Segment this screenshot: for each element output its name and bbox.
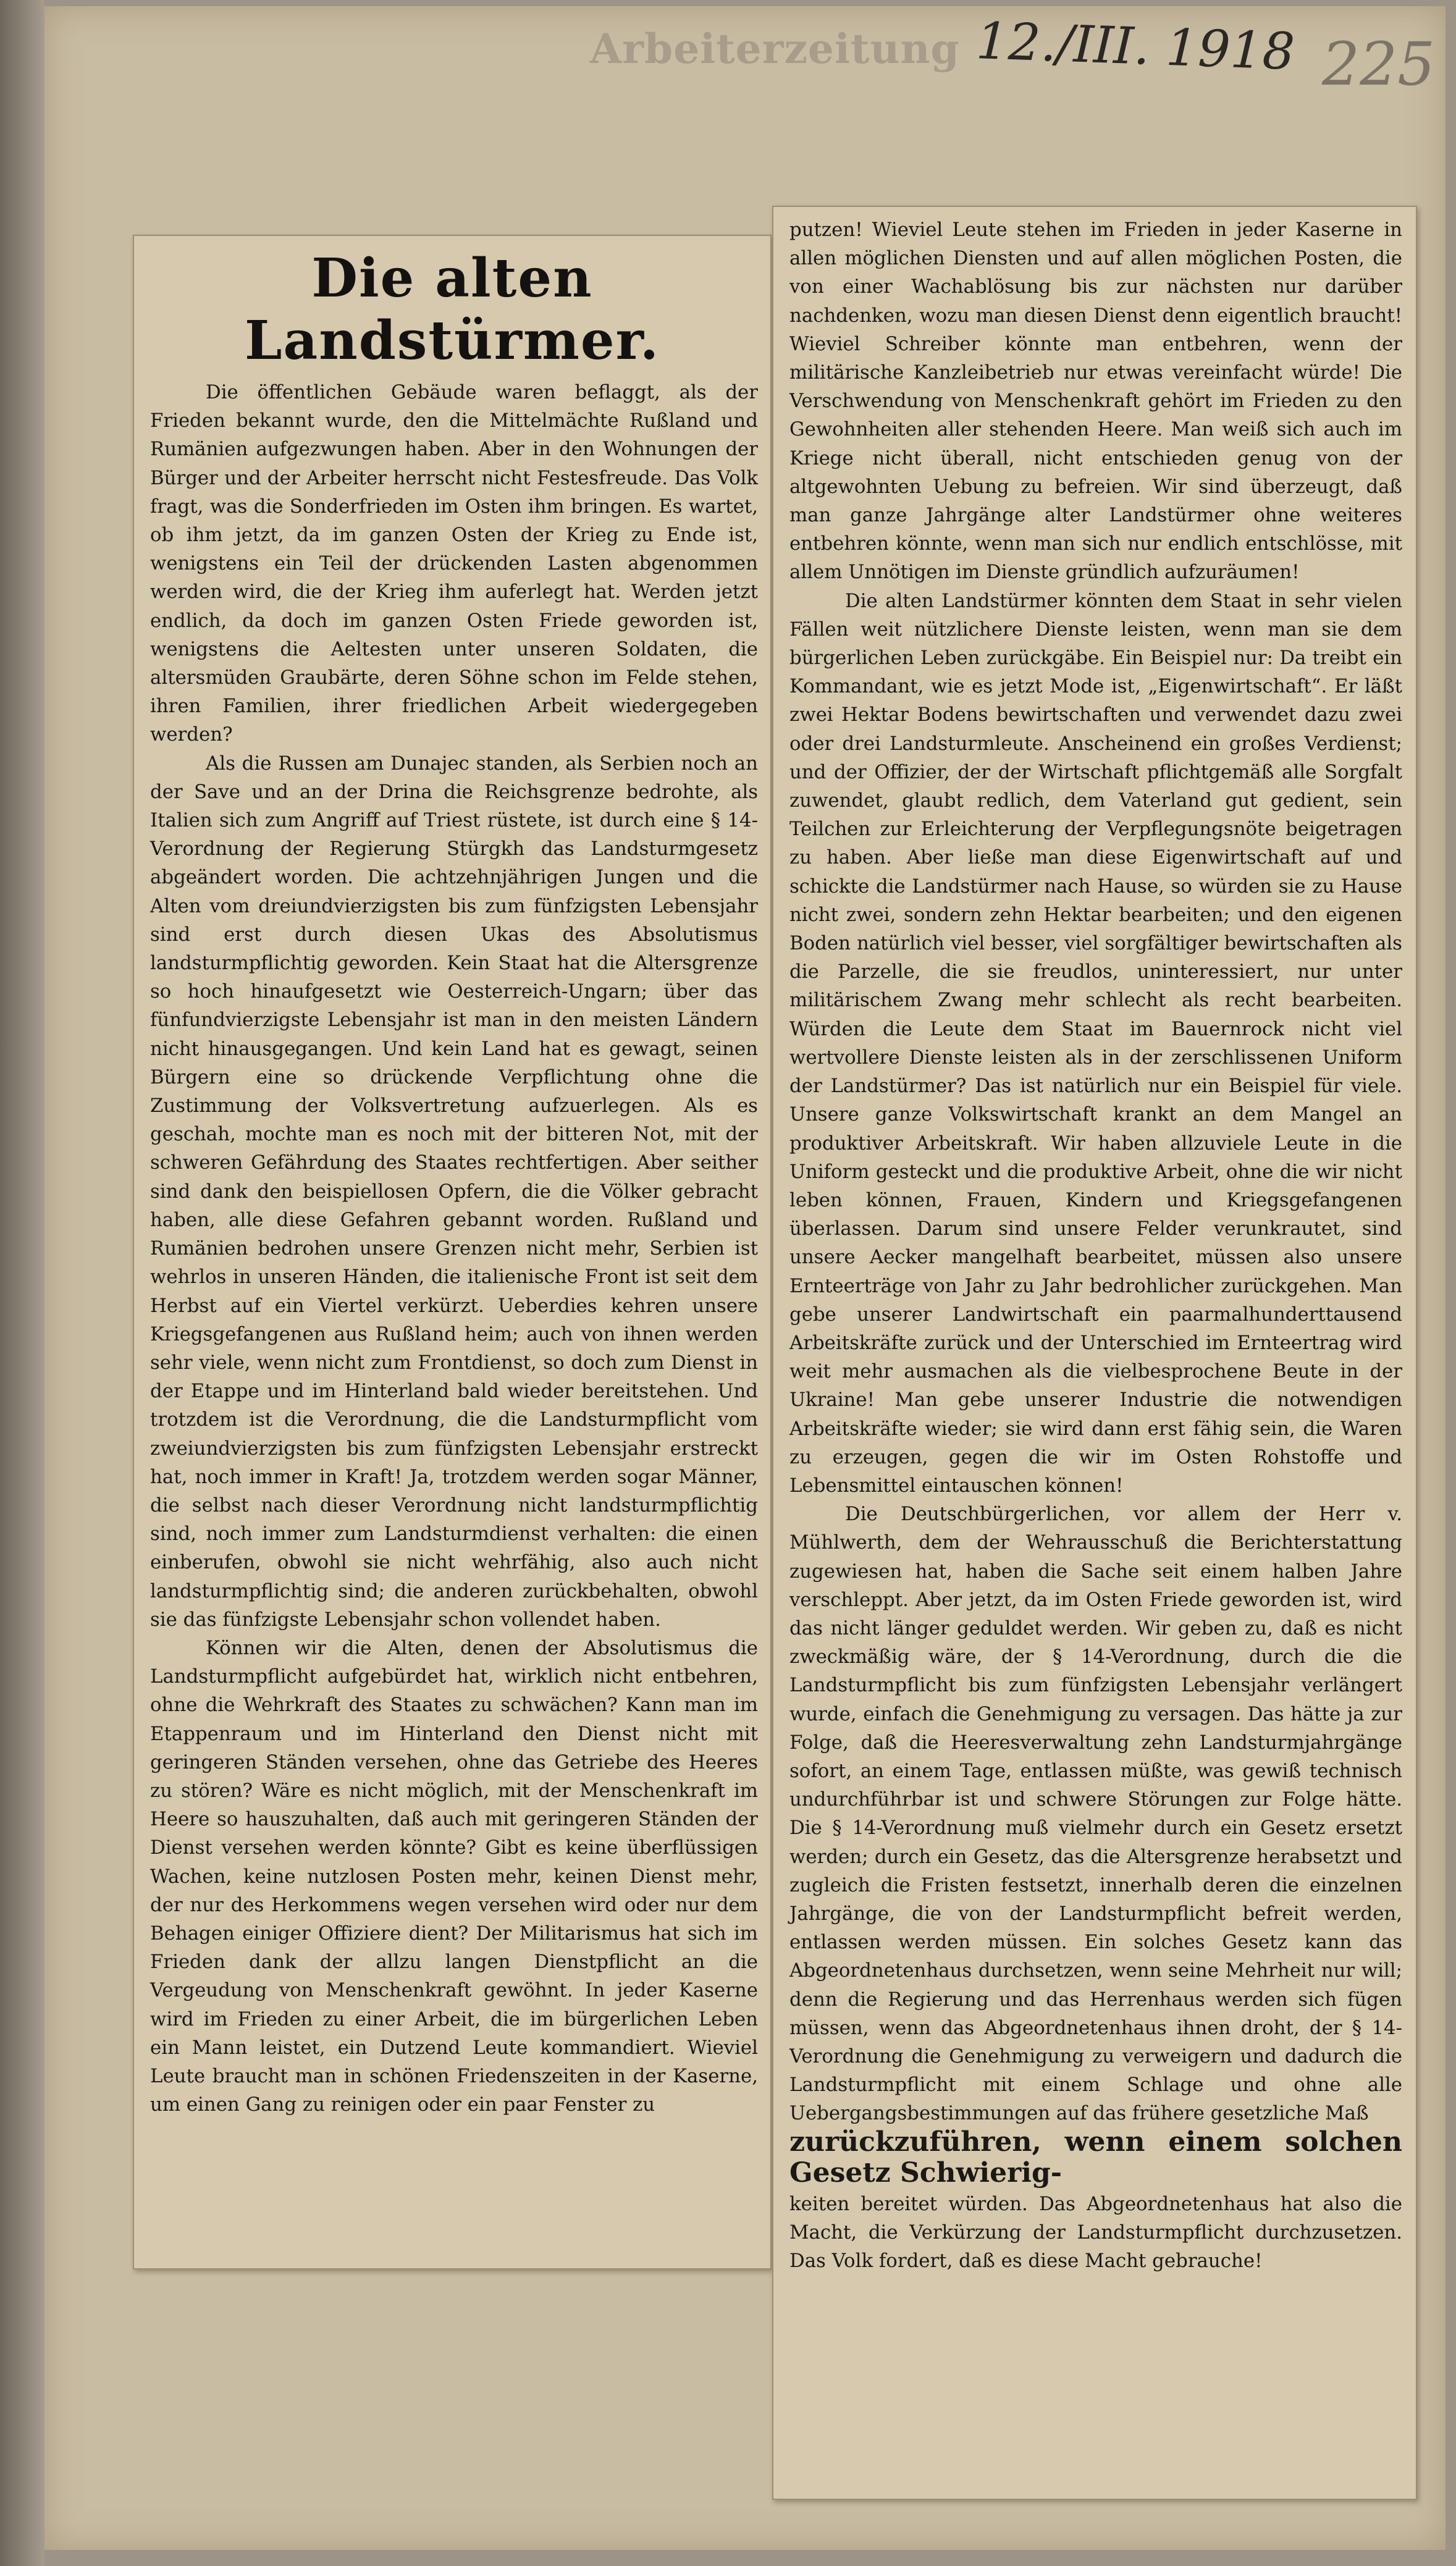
left-column-text <box>134 378 770 2119</box>
clipping-left-column <box>133 235 772 2269</box>
paragraph: Als die Russen am Dunajec standen, als Serbien noch an der Save und an der Drina die Reichsgrenze bedrohte, als Italien sich zum Angriff auf Triest rüstete, ist durch eine § 14-Verordnung der Regierung Stürgkh das Landsturmgesetz abgeändert worden. Die achtzehnjährigen Jungen und die Alten vom dreiundvierzigsten bis zum fünfzigsten Lebensjahr sind erst durch diesen Ukas des Absolutismus landsturmpflichtig geworden. Kein Staat hat die Altersgrenze so hoch hinaufgesetzt wie Oesterreich-Ungarn; über das fünfundvierzigste Lebensjahr ist man in den meisten Ländern nicht hinausgegangen. Und kein Land hat es gewagt, seinen Bürgern eine so drückende Verpflichtung ohne die Zustimmung der Volksvertretung aufzuerlegen. Als es geschah, mochte man es noch mit der bitteren Not, mit der schweren Gefährdung des Staates rechtfertigen. Aber seither sind dank den beispiellosen Opfern, die die Völker gebracht haben, alle diese Gefahren gebannt worden. Rußland und Rumänien bedrohen unsere Grenzen nicht mehr, Serbien ist wehrlos in unseren Händen, die italienische Front ist seit dem Herbst auf ein Viertel verkürzt. Ueberdies kehren unsere Kriegsgefangenen aus Rußland heim; auch von ihnen werden sehr viele, wenn nicht zum Frontdienst, so doch zum Dienst in der Etappe und im Hinterland bald wieder bereitstehen. Und trotzdem ist die Verordnung, die die Landsturmpflicht vom zweiundvierzigsten bis zum fünfzigsten Lebensjahr erstreckt hat, noch immer in Kraft! Ja, trotzdem werden sogar Männer, die selbst nach dieser Verordnung nicht landsturmpflichtig sind, noch immer zum Landsturmdienst verhalten: die einen einberufen, obwohl sie nicht wehrfähig, also auch nicht landsturmpflichtig sind; die anderen zurückbehalten, obwohl sie das fünfzigste Lebensjahr schon vollendet haben. <box>150 752 758 1631</box>
page-edge-shadow <box>0 0 44 2566</box>
paragraph: putzen! Wieviel Leute stehen im Frieden in jeder Kaserne in allen möglichen Diensten und auf allen möglichen Posten, die von einer Wachablösung bis zur nächsten nur darüber nachdenken, wozu man diesen Dienst denn eigentlich braucht! Wieviel Schreiber könnte man entbehren, wenn der militärische Kanzleibetrieb nur etwas vereinfacht würde! Die Verschwendung von Menschenkraft gehört im Frieden zu den Gewohnheiten aller stehenden Heere. Man weiß sich auch im Kriege nicht überall, nicht entschieden genug von der altgewohnten Uebung zu befreien. Wir sind überzeugt, daß man ganze Jahrgänge alter Landstürmer ohne weiteres entbehren könnte, wenn man sich nur endlich entschlösse, mit allem Unnötigen im Dienste gründlich aufzuräumen! <box>789 219 1402 584</box>
handwritten-date: 12./III. 1918 <box>975 12 1296 82</box>
paragraph: Die öffentlichen Gebäude waren beflaggt, als der Frieden bekannt wurde, den die Mittelmächte Rußland und Rumänien aufgezwungen haben. Aber in den Wohnungen der Bürger und der Arbeiter herrscht nicht Festesfreude. Das Volk fragt, was die Sonderfrieden im Osten ihm bringen. Es wartet, ob ihm jetzt, da im ganzen Osten der Krieg zu Ende ist, wenigstens ein Teil der drückenden Lasten abgenommen werden wird, die der Krieg ihm auferlegt hat. Werden jetzt endlich, da doch im ganzen Osten Friede geworden ist, wenigstens die Aeltesten unter unseren Soldaten, die altersmüden Graubärte, deren Söhne schon im Felde stehen, ihren Familien, ihrer friedlichen Arbeit wiedergegeben werden? <box>150 381 758 746</box>
paragraph: Die Deutschbürgerlichen, vor allem der Herr v. Mühlwerth, dem der Wehrausschuß die Berichterstattung zugewiesen hat, haben die Sache seit einem halben Jahre verschleppt. Aber jetzt, da im Osten Friede geworden ist, wird das nicht länger geduldet werden. Wir geben zu, daß es nicht zweckmäßig wäre, der § 14-Verordnung, durch die die Landsturmpflicht bis zum fünfzigsten Lebensjahr verlängert wurde, einfach die Genehmigung zu versagen. Das hätte ja zur Folge, daß die Heeresverwaltung zehn Landsturmjahrgänge sofort, an einem Tage, entlassen müßte, was gewiß technisch undurchführbar ist und schwere Störungen zur Folge hätte. Die § 14-Verordnung muß vielmehr durch ein Gesetz ersetzt werden; durch ein Gesetz, das die Altersgrenze herabsetzt und zugleich die Fristen festsetzt, innerhalb deren die einzelnen Jahrgänge, die von der Landsturmpflicht befreit werden, entlassen werden müssen. Ein solches Gesetz kann das Abgeordnetenhaus durchsetzen, wenn seine Mehrheit nur will; denn die Regierung und das Herrenhaus werden sich fügen müssen, wenn das Abgeordnetenhaus ihnen droht, der § 14-Verordnung die Genehmigung zu verweigern und dadurch die Landsturmpflicht mit einem Schlage und ohne alle Uebergangsbestimmungen auf das frühere gesetzliche Maß <box>789 1503 1402 2125</box>
paragraph: Die alten Landstürmer könnten dem Staat in sehr vielen Fällen weit nützlichere Dienste leisten, wenn man sie dem bürgerlichen Leben zurückgäbe. Ein Beispiel nur: Da treibt ein Kommandant, wie es jetzt Mode ist, „Eigenwirtschaft“. Er läßt zwei Hektar Bodens bewirtschaften und verwendet dazu zwei oder drei Landsturmleute. Anscheinend ein großes Verdienst; und der Offizier, der der Wirtschaft pflichtgemäß alle Sorgfalt zuwendet, glaubt redlich, dem Vaterland gut gedient, sein Teilchen zur Erleichterung der Verpflegungsnöte beigetragen zu haben. Aber ließe man diese Eigenwirtschaft auf und schickte die Landstürmer nach Hause, so würden sie zu Hause nicht zwei, sondern zehn Hektar bearbeiten; und den eigenen Boden natürlich viel besser, viel sorgfältiger bewirtschaften als die Parzelle, die sie freudlos, uninteressiert, nur unter militärischem Zwang mehr schlecht als recht bearbeiten. Würden die Leute dem Staat im Bauernrock nicht viel wertvollere Dienste leisten als in der zerschlissenen Uniform der Landstürmer? Das ist natürlich nur ein Beispiel für viele. Unsere ganze Volkswirtschaft krankt an dem Mangel an produktiver Arbeitskraft. Wir haben allzuviele Leute in die Uniform gesteckt und die produktive Arbeit, ohne die wir nicht leben können, Frauen, Kindern und Kriegsgefangenen überlassen. Darum sind unsere Felder verunkrautet, sind unsere Aecker mangelhaft bearbeitet, müssen also unsere Ernteerträge von Jahr zu Jahr bedrohlicher zurückgehen. Man gebe unserer Landwirtschaft ein paarmalhunderttausend Arbeitskräfte zurück und der Unterschied im Ernteertrag wird weit mehr ausmachen als die vielbesprochene Beute in der Ukraine! Man gebe unserer Industrie die notwendigen Arbeitskräfte wieder; sie wird dann erst fähig sein, die Waren zu erzeugen, gegen die wir im Osten Rohstoffe und Lebensmittel eintauschen können! <box>789 589 1402 1497</box>
article-title: Die alten Landstürmer. <box>245 247 660 372</box>
emphasized-line <box>789 2128 1402 2190</box>
handwritten-page-number: 225 <box>1322 30 1436 99</box>
paragraph-tail: keiten bereitet würden. Das Abgeordnetenhaus hat also die Macht, die Verkürzung der Landsturmpflicht durchzusetzen. Das Volk fordert, daß es diese Macht gebrauche! <box>789 2193 1402 2273</box>
right-column-text <box>773 207 1416 2276</box>
paragraph: Können wir die Alten, denen der Absolutismus die Landsturmpflicht aufgebürdet hat, wirklich nicht entbehren, ohne die Wehrkraft des Staates zu schwächen? Kann man im Etappenraum und im Hinterland den Dienst nicht mit geringeren Ständen versehen, ohne das Getriebe des Heeres zu stören? Wäre es nicht möglich, mit der Menschenkraft im Heere so hauszuhalten, daß auch mit geringeren Ständen der Dienst versehen werden könnte? Gibt es keine überflüssigen Wachen, keine nutzlosen Posten mehr, keinen Dienst mehr, der nur des Herkommens wegen versehen wird oder nur dem Behagen einiger Offiziere dient? Der Militarismus hat sich im Frieden dank der allzu langen Dienstpflicht an die Vergeudung von Menschenkraft gewöhnt. In jeder Kaserne wird im Frieden zu einer Arbeit, die im bürgerlichen Leben ein Mann leistet, ein Dutzend Leute kommandiert. Wieviel Leute braucht man in schönen Friedenszeiten in der Kaserne, um einen Gang zu reinigen oder ein paar Fenster zu <box>150 1636 758 2116</box>
emphasis-text: zurückzuführen, wenn einem solchen Gesetz Schwierig- <box>789 2126 1402 2189</box>
clipping-right-column <box>772 206 1417 2500</box>
newspaper-stamp: Arbeiterzeitung <box>590 25 960 73</box>
